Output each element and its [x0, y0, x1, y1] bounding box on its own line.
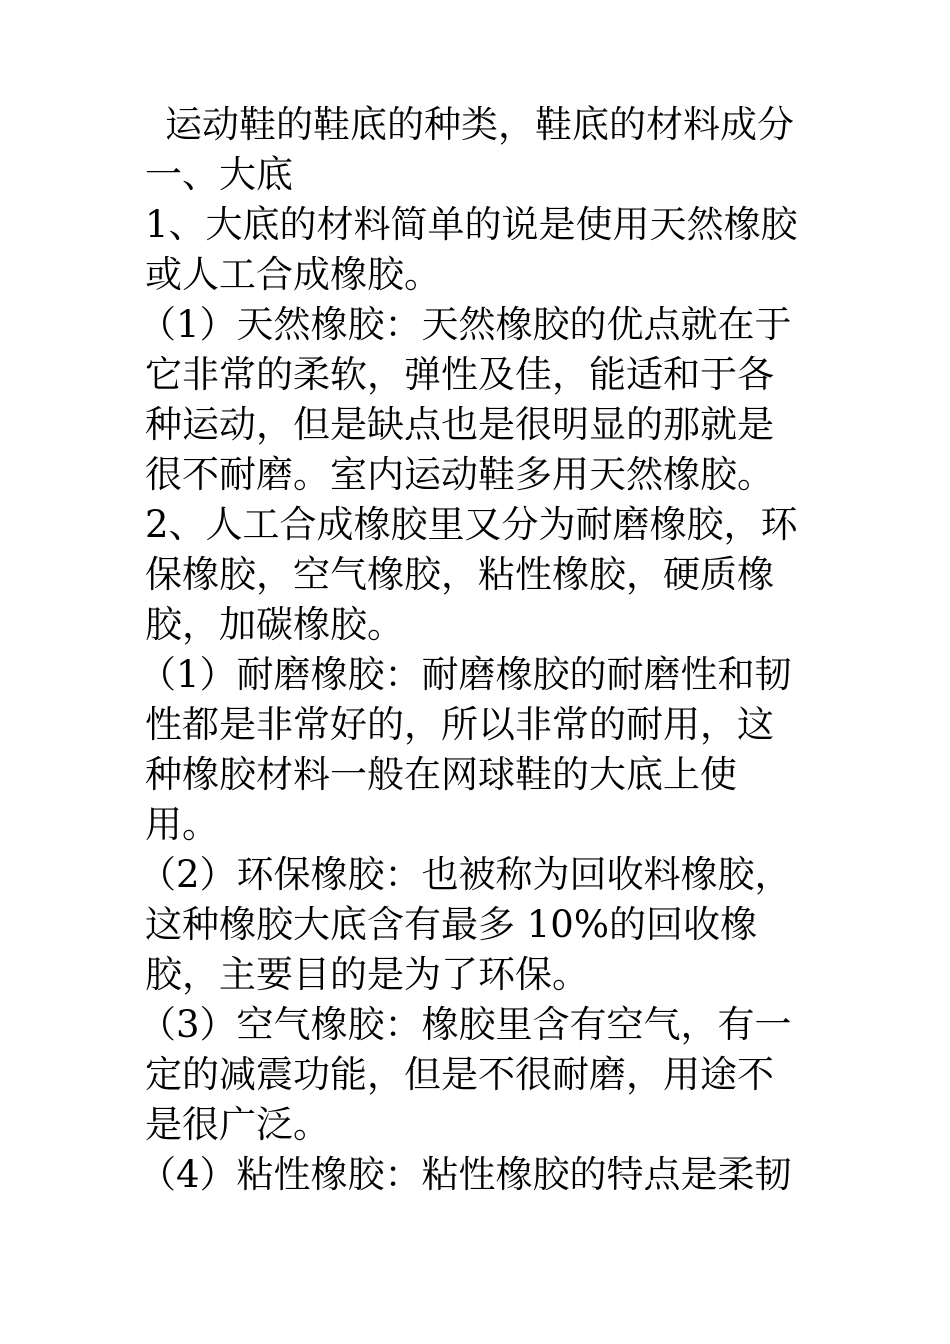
text-line: 是很广泛。 [145, 1103, 330, 1146]
text-line: （4）粘性橡胶：粘性橡胶的特点是柔韧 [139, 1153, 792, 1196]
text-line: （2）环保橡胶：也被称为回收料橡胶， [139, 853, 792, 896]
text-line: 很不耐磨。室内运动鞋多用天然橡胶。 [145, 453, 774, 496]
document-title: 运动鞋的鞋底的种类，鞋底的材料成分 [165, 103, 794, 146]
text-line: （1）耐磨橡胶：耐磨橡胶的耐磨性和韧 [139, 653, 792, 696]
text-line: 2、人工合成橡胶里又分为耐磨橡胶，环 [145, 503, 798, 546]
text-line: 它非常的柔软，弹性及佳，能适和于各 [145, 353, 774, 396]
text-line: （3）空气橡胶：橡胶里含有空气，有一 [139, 1003, 792, 1046]
text-line: 这种橡胶大底含有最多 10%的回收橡 [145, 903, 757, 946]
text-line: （1）天然橡胶：天然橡胶的优点就在于 [139, 303, 792, 346]
text-line: 1、大底的材料简单的说是使用天然橡胶 [145, 203, 798, 246]
section-heading: 一、大底 [145, 153, 293, 196]
text-line: 或人工合成橡胶。 [145, 253, 441, 296]
text-line: 保橡胶，空气橡胶，粘性橡胶，硬质橡 [145, 553, 774, 596]
text-line: 用。 [145, 803, 219, 846]
text-line: 种橡胶材料一般在网球鞋的大底上使 [145, 753, 737, 796]
text-line: 种运动，但是缺点也是很明显的那就是 [145, 403, 774, 446]
text-line: 性都是非常好的，所以非常的耐用，这 [145, 703, 774, 746]
document-body [139, 100, 845, 1200]
text-line: 胶，主要目的是为了环保。 [145, 953, 589, 996]
text-line: 胶，加碳橡胶。 [145, 603, 404, 646]
text-line: 定的减震功能，但是不很耐磨，用途不 [145, 1053, 774, 1096]
